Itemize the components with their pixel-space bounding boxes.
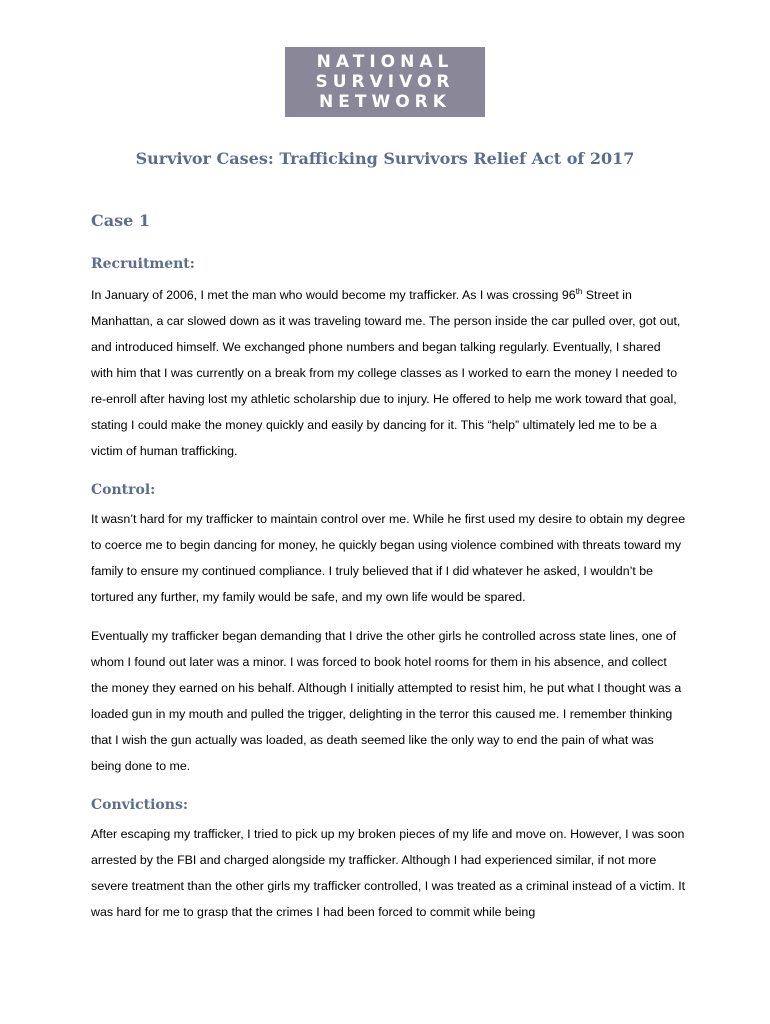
case-heading: Case 1 xyxy=(91,211,150,230)
recruitment-text-start: In January of 2006, I met the man who would become my trafficker. As I was crossing 96 xyxy=(91,288,576,302)
control-paragraph-1: It wasn’t hard for my trafficker to maintain control over me. While he first used my desire to obtain my degree to coerce me to begin dancing for money, he quickly began using violence combined with threats toward my family to ensure my continued compliance. I truly believed that if I did whatever he asked, I wouldn’t be tortured any further, my family would be safe, and my own life would be spared. xyxy=(91,512,686,604)
logo-line-2: SURVIVOR xyxy=(315,72,455,92)
national-survivor-network-logo xyxy=(285,47,485,117)
document-title: Survivor Cases: Trafficking Survivors Relief Act of 2017 xyxy=(135,149,635,168)
convictions-heading: Convictions: xyxy=(91,797,188,813)
ordinal-suffix: th xyxy=(575,286,583,296)
control-paragraph-2: Eventually my trafficker began demanding that I drive the other girls he controlled across state lines, one of whom I found out later was a minor. I was forced to book hotel rooms for them in his absence, and collect the money they earned on his behalf. Although I initially attempted to resist him, he put what I thought was a loaded gun in my mouth and pulled the trigger, delighting in the terror this caused me. I remember thinking that I wish the gun actually was loaded, as death seemed like the only way to end the pain of what was being done to me. xyxy=(91,629,682,773)
convictions-paragraph: After escaping my trafficker, I tried to pick up my broken pieces of my life and move on. However, I was soon arrested by the FBI and charged alongside my trafficker. Although I had experienced similar, if not more severe treatment than the other girls my trafficker controlled, I was treated as a criminal instead of a victim. It was hard for me to grasp that the crimes I had been forced to commit while being xyxy=(91,827,686,919)
logo-line-1: NATIONAL xyxy=(316,52,454,72)
recruitment-text-end: Street in Manhattan, a car slowed down as it was traveling toward me. The person inside the car pulled over, got out, and introduced himself. We exchanged phone numbers and began talking regularly. Eventually, I shared with him that I was currently on a break from my college classes as I worked to earn the money I needed to re-enroll after having lost my athletic scholarship due to injury. He offered to help me work toward that goal, stating I could make the money quickly and easily by dancing for it. This “help” ultimately led me to be a victim of human trafficking. xyxy=(91,288,681,458)
recruitment-paragraph xyxy=(91,282,686,464)
recruitment-heading: Recruitment: xyxy=(91,256,195,272)
control-heading: Control: xyxy=(91,482,156,498)
logo-line-3: NETWORK xyxy=(319,92,451,112)
